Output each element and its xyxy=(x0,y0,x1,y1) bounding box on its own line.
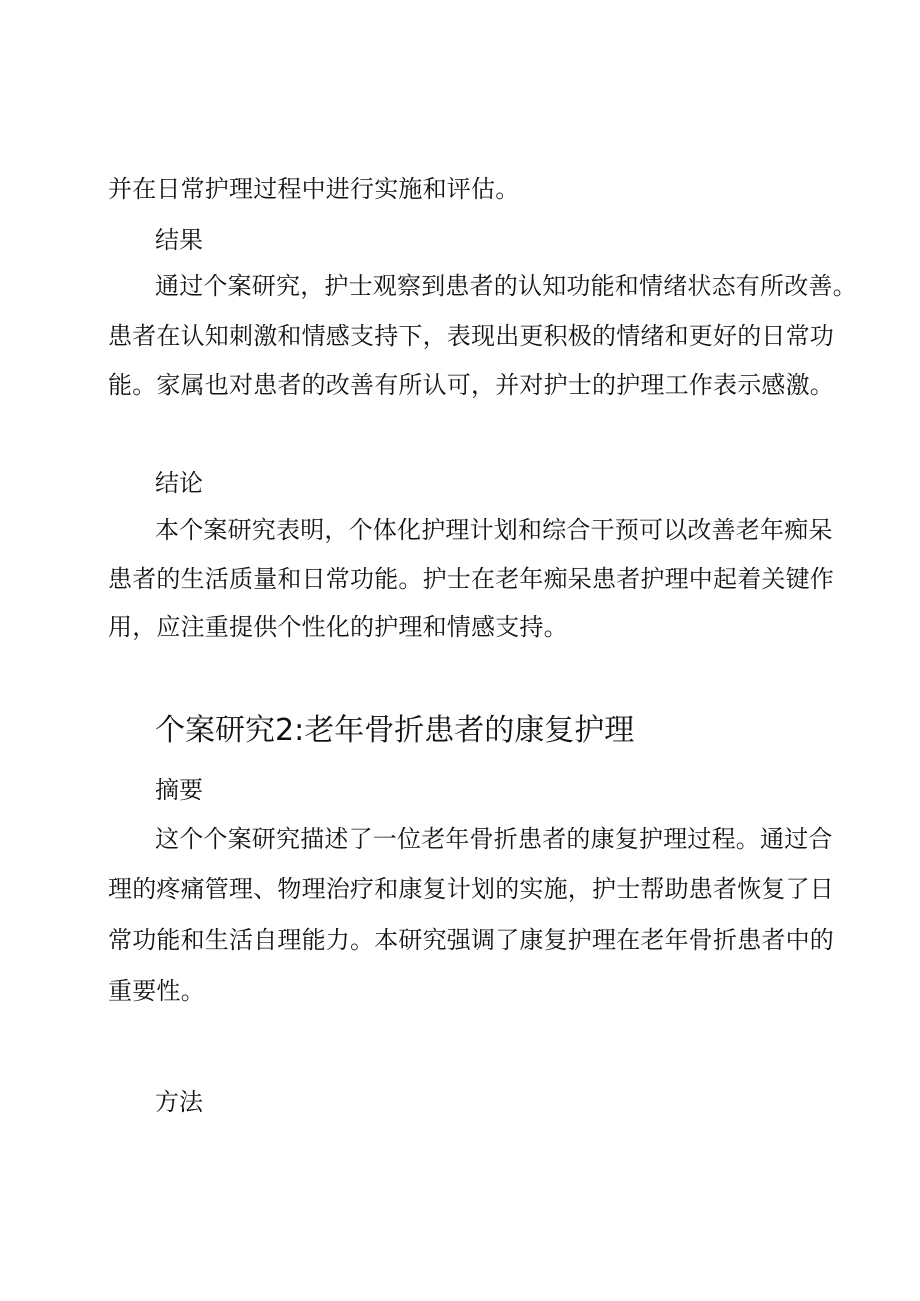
abstract-heading: 摘要 xyxy=(155,776,203,804)
results-line-1: 通过个案研究，护士观察到患者的认知功能和情绪状态有所改善。 xyxy=(155,272,857,300)
conclusion-line-1: 本个案研究表明，个体化护理计划和综合干预可以改善老年痴呆 xyxy=(155,516,833,544)
case-study-2-title: 个案研究2:老年骨折患者的康复护理 xyxy=(155,713,635,748)
intro-tail-line: 并在日常护理过程中进行实施和评估。 xyxy=(108,175,520,203)
abstract-line-2: 理的疼痛管理、物理治疗和康复计划的实施，护士帮助患者恢复了日 xyxy=(108,875,834,903)
abstract-line-1: 这个个案研究描述了一位老年骨折患者的康复护理过程。通过合 xyxy=(155,825,833,853)
results-line-3: 能。家属也对患者的改善有所认可，并对护士的护理工作表示感激。 xyxy=(108,371,834,399)
conclusion-line-2: 患者的生活质量和日常功能。护士在老年痴呆患者护理中起着关键作 xyxy=(108,565,834,593)
results-heading: 结果 xyxy=(155,226,203,254)
methods-heading: 方法 xyxy=(155,1088,203,1116)
abstract-line-4: 重要性。 xyxy=(108,977,205,1005)
results-line-2: 患者在认知刺激和情感支持下，表现出更积极的情绪和更好的日常功 xyxy=(108,322,834,350)
conclusion-heading: 结论 xyxy=(155,469,203,497)
abstract-line-3: 常功能和生活自理能力。本研究强调了康复护理在老年骨折患者中的 xyxy=(108,926,834,954)
conclusion-line-3: 用，应注重提供个性化的护理和情感支持。 xyxy=(108,613,568,641)
